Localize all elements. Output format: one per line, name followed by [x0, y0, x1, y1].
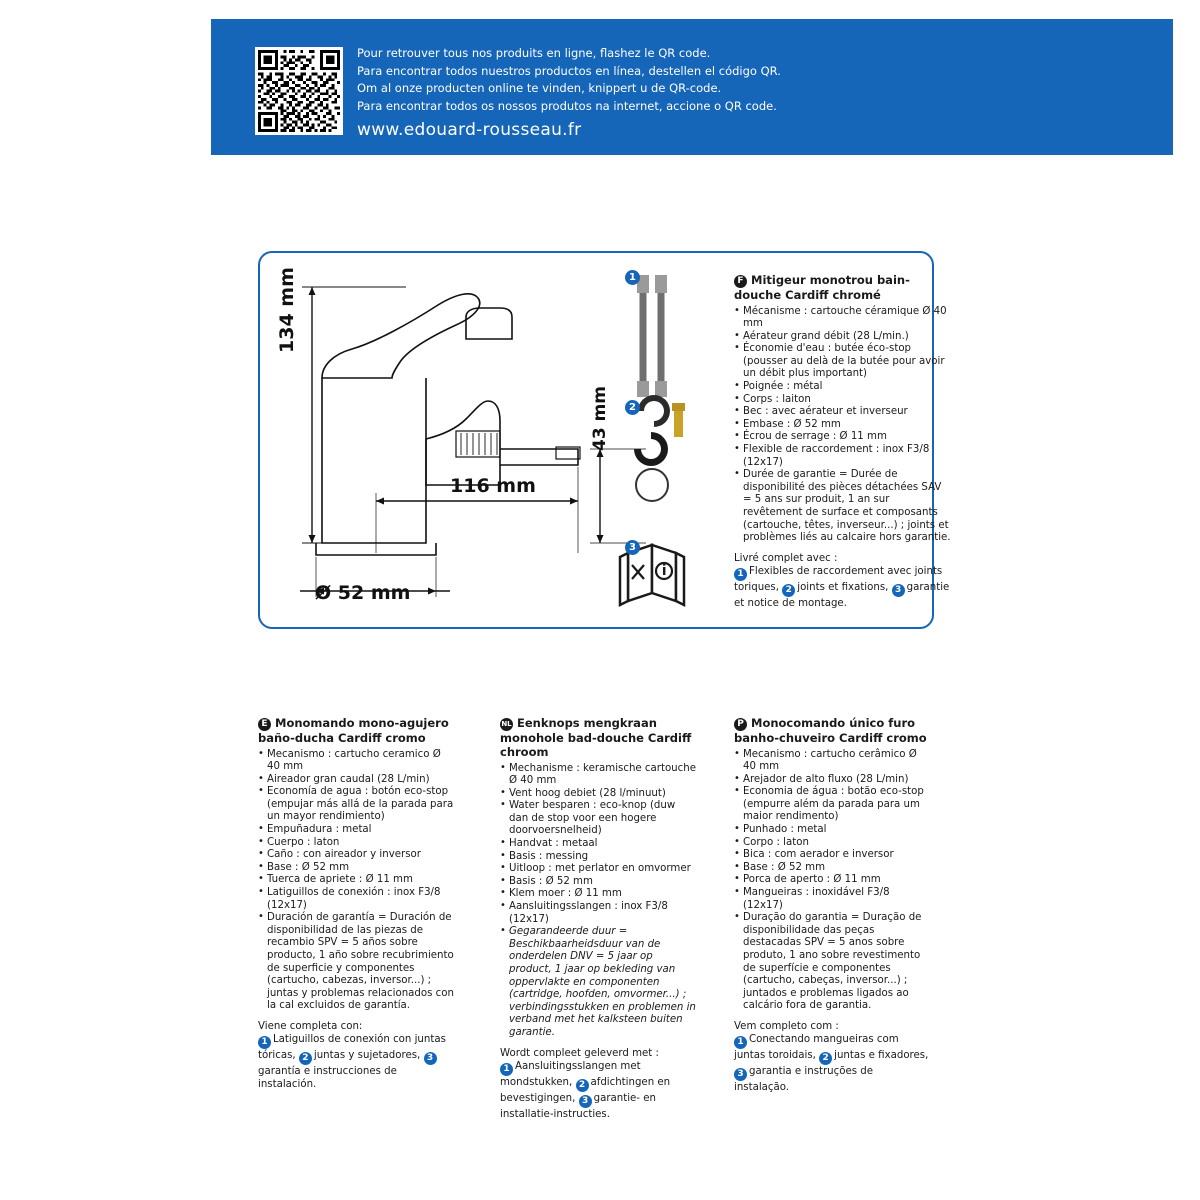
included-badge-2: 2 — [782, 584, 795, 597]
included-badge-3: 3 — [734, 1068, 747, 1081]
spec-item: • Caño : con aireador y inversor — [258, 849, 454, 862]
spec-item: • Bec : avec aérateur et inverseur — [734, 406, 952, 419]
spec-item: • Arejador de alto fluxo (28 L/min) — [734, 774, 930, 787]
spec-item: • Écrou de serrage : Ø 11 mm — [734, 431, 952, 444]
spec-item: • Tuerca de apriete : Ø 11 mm — [258, 874, 454, 887]
spec-item: • Durée de garantie = Durée de disponibilité des pièces détachées SAV = 5 ans sur produit, 1 an sur revêtement de surface et composants (cartouche, têtes, inverseur...) ; joints et problèmes liés au calcaire hors garantie. — [734, 469, 952, 545]
included-badge-1: 1 — [258, 1036, 271, 1049]
spec-item: • Empuñadura : metal — [258, 824, 454, 837]
spec-item: • Bica : com aerador e inversor — [734, 849, 930, 862]
callout-badge-3: 3 — [625, 540, 640, 555]
spec-list-fr — [734, 306, 952, 545]
spec-item: • Flexible de raccordement : inox F3/8 (12x17) — [734, 444, 952, 469]
dimension-base-diameter: Ø 52 mm — [315, 582, 411, 604]
spec-item: • Aireador gran caudal (28 L/min) — [258, 774, 454, 787]
spec-item: • Aérateur grand débit (28 L/min.) — [734, 331, 952, 344]
included-text: Conectando mangueiras com juntas toroidais, — [734, 1033, 899, 1061]
dimension-reach: 116 mm — [450, 475, 536, 497]
dimension-height: 134 mm — [276, 267, 298, 353]
included-badge-3: 3 — [579, 1095, 592, 1108]
language-badge-es: E — [258, 718, 271, 731]
spec-item: • Basis : Ø 52 mm — [500, 876, 696, 889]
spec-item: • Klem moer : Ø 11 mm — [500, 888, 696, 901]
spec-item: • Mangueiras : inoxidável F3/8 (12x17) — [734, 887, 930, 912]
spec-item: • Economia de água : botão eco-stop (empurre além da parada para um maior rendimento) — [734, 786, 930, 824]
spec-item: • Gegarandeerde duur = Beschikbaarheidsduur van de onderdelen DNV = 5 jaar op product, 1 jaar op bekleding van oppervlakte en componenten (cartridge, hoofden, omvormer...) ; verbindingsstukken en problemen in verband met het kalksteen buiten garantie. — [500, 926, 696, 1039]
block-title-pt — [734, 716, 930, 745]
dimension-spout-height: 43 mm — [590, 385, 610, 451]
language-badge-fr: F — [734, 275, 747, 288]
included-text: juntas e fixadores, — [834, 1049, 929, 1061]
title-text-es: Monomando mono-agujero baño-ducha Cardiff cromo — [258, 716, 449, 745]
spec-item: • Latiguillos de conexión : inox F3/8 (12x17) — [258, 887, 454, 912]
included-text: garantía e instrucciones de instalación. — [258, 1065, 397, 1090]
spec-item: • Mechanisme : keramische cartouche Ø 40 mm — [500, 763, 696, 788]
header-banner — [211, 19, 1173, 155]
spec-item: • Embase : Ø 52 mm — [734, 419, 952, 432]
spec-item: • Mécanisme : cartouche céramique Ø 40 mm — [734, 306, 952, 331]
included-list-fr — [734, 565, 952, 610]
included-badge-2: 2 — [299, 1052, 312, 1065]
callout-badge-1: 1 — [625, 270, 640, 285]
included-heading-fr: Livré complet avec : — [734, 552, 838, 564]
spec-item: • Mecanismo : cartucho ceramico Ø 40 mm — [258, 749, 454, 774]
included-text: Flexibles de raccordement avec joints toriques, — [734, 565, 943, 593]
description-block-nl — [500, 716, 696, 1121]
language-badge-nl: NL — [500, 718, 513, 731]
included-list-nl — [500, 1060, 696, 1121]
included-heading-pt: Vem completo com : — [734, 1020, 839, 1032]
included-badge-3: 3 — [424, 1052, 437, 1065]
title-text-pt: Monocomando único furo banho-chuveiro Cardiff cromo — [734, 716, 927, 745]
banner-text — [357, 45, 997, 115]
banner-line-fr: Pour retrouver tous nos produits en ligne, flashez le QR code. — [357, 46, 711, 60]
spec-list-pt — [734, 749, 930, 1013]
title-text-fr: Mitigeur monotrou bain-douche Cardiff chromé — [734, 273, 910, 302]
spec-item: • Corpo : laton — [734, 837, 930, 850]
block-title-es — [258, 716, 454, 745]
spec-item: • Base : Ø 52 mm — [258, 862, 454, 875]
qr-code-icon — [255, 47, 343, 135]
spec-item: • Handvat : metaal — [500, 838, 696, 851]
title-text-nl: Eenknops mengkraan monohole bad-douche Cardiff chroom — [500, 716, 692, 759]
spec-item: • Porca de aperto : Ø 11 mm — [734, 874, 930, 887]
spec-item: • Cuerpo : laton — [258, 837, 454, 850]
block-title-fr — [734, 273, 952, 302]
spec-item: • Aansluitingsslangen : inox F3/8 (12x17) — [500, 901, 696, 926]
included-badge-1: 1 — [734, 1036, 747, 1049]
banner-line-pt: Para encontrar todos os nossos produtos na internet, accione o QR code. — [357, 98, 777, 113]
included-badge-3: 3 — [892, 584, 905, 597]
spec-list-es — [258, 749, 454, 1013]
included-text: garantie et notice de montage. — [734, 581, 950, 609]
seals-and-fixings-icon — [634, 395, 685, 501]
included-badge-1: 1 — [500, 1063, 513, 1076]
included-text: joints et fixations, — [797, 581, 889, 593]
included-text: garantia e instruções de instalação. — [734, 1065, 874, 1093]
description-block-pt — [734, 716, 930, 1094]
language-badge-pt: P — [734, 718, 747, 731]
block-title-nl — [500, 716, 696, 759]
flexible-hoses-icon — [637, 275, 667, 397]
spec-item: • Poignée : métal — [734, 381, 952, 394]
included-badge-2: 2 — [576, 1079, 589, 1092]
spec-item: • Uitloop : met perlator en omvormer — [500, 863, 696, 876]
included-list-pt — [734, 1033, 930, 1094]
website-url[interactable]: www.edouard-rousseau.fr — [357, 120, 582, 140]
included-badge-1: 1 — [734, 568, 747, 581]
spec-item: • Duración de garantía = Duración de disponibilidad de las piezas de recambio SPV = 5 años sobre producto, 1 año sobre recubrimiento de superficie y componentes (cartucho, cabezas, inversor...) ; juntas y problemas relacionados con la cal excluidos de garantía. — [258, 912, 454, 1013]
spec-item: • Corps : laiton — [734, 394, 952, 407]
callout-badge-2: 2 — [625, 400, 640, 415]
included-text: Latiguillos de conexión con juntas tóricas, — [258, 1033, 446, 1061]
spec-item: • Economía de agua : botón eco-stop (empujar más allá de la parada para un mayor rendimiento) — [258, 786, 454, 824]
included-badge-2: 2 — [819, 1052, 832, 1065]
spec-item: • Basis : messing — [500, 851, 696, 864]
included-list-es — [258, 1033, 454, 1091]
spec-item: • Duração do garantia = Duração de disponibilidade das peças destacadas SPV = 5 anos sobre produto, 1 ano sobre revestimento de superfície e componentes (cartucho, cabeças, inversor...) ; juntados e problemas ligados ao calcário fora de garantia. — [734, 912, 930, 1013]
banner-line-es: Para encontrar todos nuestros productos en línea, destellen el código QR. — [357, 63, 781, 78]
included-heading-es: Viene completa con: — [258, 1020, 363, 1032]
spec-item: • Punhado : metal — [734, 824, 930, 837]
spec-item: • Mecanismo : cartucho cerâmico Ø 40 mm — [734, 749, 930, 774]
spec-item: • Water besparen : eco-knop (duw dan de stop voor een hogere doorvoersnelheid) — [500, 800, 696, 838]
included-text: Aansluitingsslangen met mondstukken, — [500, 1060, 641, 1088]
spec-item: • Économie d'eau : butée éco-stop (pousser au delà de la butée pour avoir un débit plus important) — [734, 343, 952, 381]
included-text: garantie- en installatie-instructies. — [500, 1092, 656, 1120]
included-heading-nl: Wordt compleet geleverd met : — [500, 1047, 659, 1059]
included-text: afdichtingen en bevestigingen, — [500, 1076, 671, 1104]
spec-list-nl — [500, 763, 696, 1040]
description-block-es — [258, 716, 454, 1091]
spec-item: • Base : Ø 52 mm — [734, 862, 930, 875]
banner-line-nl: Om al onze producten online te vinden, knippert u de QR-code. — [357, 81, 722, 95]
spec-item: • Vent hoog debiet (28 l/minuut) — [500, 788, 696, 801]
included-text: juntas y sujetadores, — [313, 1049, 421, 1061]
description-block-fr — [734, 273, 952, 610]
